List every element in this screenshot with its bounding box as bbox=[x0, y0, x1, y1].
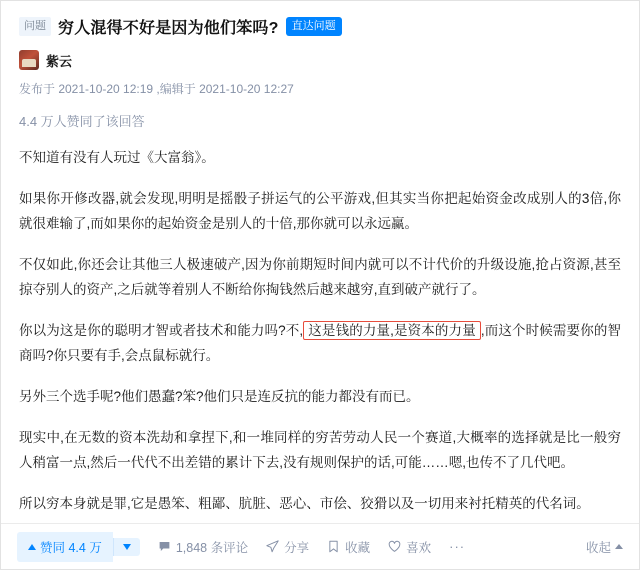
avatar[interactable] bbox=[19, 50, 39, 70]
comment-label: 1,848 条评论 bbox=[175, 540, 249, 555]
arrow-up-icon bbox=[28, 544, 36, 550]
share-button[interactable] bbox=[266, 538, 309, 556]
question-tag: 问题 bbox=[19, 17, 51, 36]
author-row[interactable] bbox=[19, 50, 621, 70]
action-bar bbox=[1, 523, 639, 569]
paragraph-7: 所以穷本身就是罪,它是愚笨、粗鄙、肮脏、恶心、市侩、狡猾以及一切用来衬托精英的代名词。 bbox=[19, 495, 590, 511]
upvote-label: 赞同 4.4 万 bbox=[40, 540, 102, 555]
page-title[interactable]: 穷人混得不好是因为他们笨吗? bbox=[58, 20, 279, 37]
comment-icon bbox=[158, 540, 171, 553]
paragraph-4-after: ,而这个时候需要你的智商吗?你只要有手,会点鼠标就行。 bbox=[19, 322, 621, 363]
heart-icon bbox=[388, 540, 401, 553]
paragraph-2: 如果你开修改器,就会发现,明明是摇骰子拼运气的公平游戏,但其实当你把起始资金改成别人的3倍,你就很难输了,而如果你的起始资金是别人的十倍,那你就可以永远赢。 bbox=[19, 190, 621, 231]
like-button[interactable] bbox=[388, 538, 431, 556]
upvote-button[interactable] bbox=[17, 532, 113, 562]
highlighted-phrase: 这是钱的力量,是资本的力量 bbox=[303, 321, 481, 340]
paragraph-3: 不仅如此,你还会让其他三人极速破产,因为你前期短时间内就可以不计代价的升级设施,抢占资源,甚至掠夺别人的资产,之后就等着别人不断给你掏钱然后越来越穷,直到破产就行了。 bbox=[19, 256, 621, 297]
answer-body bbox=[19, 146, 621, 517]
vote-group bbox=[17, 532, 140, 562]
paragraph-4 bbox=[19, 319, 621, 369]
favorite-button[interactable] bbox=[327, 538, 370, 556]
direct-question-badge[interactable]: 直达问题 bbox=[286, 17, 342, 36]
downvote-button[interactable] bbox=[113, 538, 140, 556]
upvote-summary: 4.4 万人赞同了该回答 bbox=[19, 114, 145, 129]
chevron-up-icon bbox=[615, 544, 623, 549]
comment-button[interactable] bbox=[158, 538, 248, 556]
favorite-label: 收藏 bbox=[345, 540, 371, 555]
collapse-label: 收起 bbox=[585, 540, 611, 555]
paragraph-1: 不知道有没有人玩过《大富翁》。 bbox=[19, 150, 215, 165]
more-button[interactable]: ··· bbox=[449, 539, 466, 554]
bookmark-icon bbox=[327, 540, 340, 553]
collapse-button[interactable] bbox=[586, 538, 623, 556]
like-label: 喜欢 bbox=[406, 540, 432, 555]
paragraph-6: 现实中,在无数的资本洗劫和拿捏下,和一堆同样的穷苦劳动人民一个赛道,大概率的选择就是比一般穷人稍富一点,然后一代代不出差错的累计下去,没有规则保护的话,可能……嗯,也传不了几代吧。 bbox=[19, 429, 621, 470]
paragraph-4-before: 你以为这是你的聪明才智或者技术和能力吗?不, bbox=[19, 322, 304, 338]
question-header bbox=[19, 15, 621, 38]
share-label: 分享 bbox=[284, 540, 310, 555]
author-name[interactable]: 紫云 bbox=[46, 53, 73, 69]
arrow-down-icon bbox=[123, 544, 131, 550]
paragraph-5: 另外三个选手呢?他们愚蠢?笨?他们只是连反抗的能力都没有而已。 bbox=[19, 388, 420, 404]
publish-meta: 发布于 2021-10-20 12:19 ,编辑于 2021-10-20 12:27 bbox=[19, 82, 294, 96]
answer-content bbox=[1, 1, 639, 517]
share-icon bbox=[266, 540, 279, 553]
